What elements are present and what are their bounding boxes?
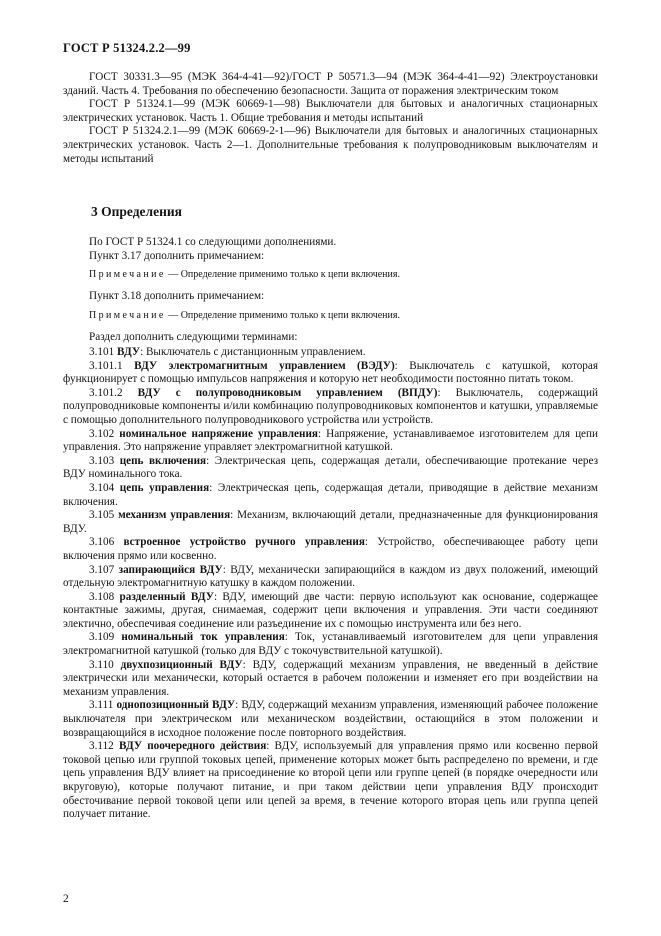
term-name: ВДУ (116, 346, 141, 358)
term-definition: : Выключатель, содержащий полупроводниковые компоненты и/или комбинацию полупроводниковых компонентов и катушки, управляемые с помощью дополнительного полупроводникового устройства или устройств. (63, 386, 599, 426)
term-entry (63, 631, 598, 658)
term-entry (63, 699, 598, 740)
term-definition: : ВДУ, используемый для управления прямо или косвенно первой токовой цепью или группой токовых цепей, применение которых может быть распределено по времени, и где цепь управления ВДУ влияет на присоединение ко второй цепи или группе цепей (в порядке очередности или вкруговую), которые получают питание, и при таком действии цепи управления ВДУ происходит обесточивание первой токовой цепи или цепей за время, в течение которого вторая цепь или группа цепей получает питание. (63, 740, 598, 821)
term-name: однопозиционный ВДУ (116, 699, 236, 712)
note-text: — Определение применимо только к цепи включения. (165, 309, 400, 321)
terms-block (63, 346, 598, 822)
term-definition: : Электрическая цепь, содержащая детали, обеспечивающие протекание через ВДУ номинального тока. (63, 454, 598, 481)
term-entry (63, 591, 598, 632)
term-name: встроенное устройство ручного управления (123, 536, 365, 549)
reference-item: ГОСТ Р 51324.2.1—99 (МЭК 60669-2-1—96) Выключатели для бытовых и аналогичных стационарных электрических установок. Часть 2—1. Дополнительные требования к полупроводниковым выключателям и методы испытаний (63, 125, 598, 165)
term-name: разделенный ВДУ (119, 590, 214, 603)
note-label: Примечание (89, 269, 166, 281)
term-name: ВДУ с полупроводниковым управлением (ВПДУ) (137, 386, 438, 399)
intro-line: Пункт 3.18 дополнить примечанием: (89, 290, 265, 303)
note-label: Примечание (89, 309, 166, 321)
note (63, 310, 598, 322)
term-number: 3.101.1 (89, 359, 135, 372)
term-number: 3.108 (89, 590, 120, 603)
reference-item: ГОСТ 30331.3—95 (МЭК 364-4-41—92)/ГОСТ Р 50571.3—94 (МЭК 364-4-41—92) Электроустановки зданий. Часть 4. Требования по обеспечению безопасности. Защита от поражения электрическим током (63, 71, 598, 97)
term-definition: : Ток, устанавливаемый изготовителем для цепи управления электромагнитной катушкой (только для ВДУ с токочувствительной катушкой). (63, 631, 598, 658)
term-name: ВДУ поочередного действия (118, 740, 267, 753)
term-name: цепь включения (119, 454, 207, 467)
term-number: 3.110 (89, 658, 121, 671)
term-name: двухпозиционный ВДУ (120, 658, 243, 671)
term-definition: : Выключатель с катушкой, которая функционирует с помощью импульсов напряжения и которую нет необходимости постоянно питать током. (63, 359, 598, 386)
page-number: 2 (63, 893, 69, 905)
term-number: 3.112 (89, 740, 119, 753)
term-number: 3.104 (89, 481, 120, 494)
term-entry (63, 740, 598, 822)
term-definition: : ВДУ, имеющий две части: первую используют как основание, содержащее контактные зажимы, другая, снимаемая, содержит цепи включения и управления. Эти части соединяют электично, обеспечивая соединение или разъединение их с помощью инструмента или без него. (63, 590, 598, 630)
term-entry (63, 659, 598, 700)
term-entry (63, 360, 598, 387)
term-number: 3.105 (89, 509, 119, 522)
term-name: цепь управления (119, 481, 210, 494)
note (63, 269, 598, 281)
intro-line: Раздел дополнить следующими терминами: (89, 330, 298, 343)
term-entry (63, 428, 598, 455)
section-title: 3 Определения (91, 204, 182, 219)
intro-block (63, 236, 598, 344)
references-block (63, 71, 598, 166)
term-number: 3.103 (89, 454, 120, 467)
term-entry (63, 509, 598, 536)
term-entry (63, 346, 598, 360)
term-entry (63, 564, 598, 591)
term-name: номинальный ток управления (121, 631, 285, 644)
term-number: 3.102 (89, 427, 120, 440)
term-definition: : Электрическая цепь, содержащая детали, приводящие в действие механизм включения. (63, 481, 598, 508)
reference-item: ГОСТ Р 51324.1—99 (МЭК 60669-1—98) Выключатели для бытовых и аналогичных стационарных электрических установок. Часть 1. Общие требования и методы испытаний (63, 98, 598, 124)
term-name: запирающийся ВДУ (118, 563, 223, 576)
document-header: ГОСТ Р 51324.2.2—99 (63, 41, 191, 55)
term-definition: : Выключатель с дистанционным управлением. (140, 346, 366, 358)
note-text: — Определение применимо только к цепи включения. (165, 269, 400, 281)
term-entry (63, 387, 598, 428)
term-entry (63, 482, 598, 509)
term-entry (63, 455, 598, 482)
term-definition: : ВДУ, содержащий механизм управления, изменяющий рабочее положение выключателя при электрическом или механическом воздействии, остающийся в этом положении и возвращающийся в исходное положение после повторного воздействия. (63, 699, 598, 739)
intro-line: По ГОСТ Р 51324.1 со следующими дополнениями. (89, 236, 337, 248)
term-number: 3.106 (89, 536, 124, 549)
term-number: 3.101 (89, 346, 117, 358)
term-definition: : Механизм, включающий детали, предназначенные для функционирования ВДУ. (63, 509, 598, 535)
term-number: 3.109 (89, 631, 122, 644)
term-number: 3.111 (89, 699, 117, 712)
term-name: номинальное напряжение управления (119, 427, 318, 440)
term-entry (63, 536, 598, 563)
term-name: механизм управления (118, 509, 231, 522)
term-definition: : ВДУ, содержащий механизм управления, не введенный в действие электрически или механически, который остается в рабочем положении и изменяет его при воздействии на механизм управления. (63, 658, 598, 698)
term-definition: : ВДУ, механически запирающийся в каждом из двух положений, имеющий отдельную электромагнитную катушку в каждом положении. (63, 563, 598, 590)
intro-line: Пункт 3.17 дополнить примечанием: (89, 249, 265, 262)
term-number: 3.107 (89, 563, 119, 576)
term-definition: : Напряжение, устанавливаемое изготовителем для цепи управления. Это напряжение управляет электромагнитной катушкой. (63, 427, 598, 454)
term-number: 3.101.2 (89, 386, 138, 399)
term-definition: : Устройство, обеспечивающее работу цепи включения прямо или косвенно. (63, 536, 599, 562)
term-name: ВДУ электромагнитным управлением (ВЭДУ) (134, 359, 395, 372)
